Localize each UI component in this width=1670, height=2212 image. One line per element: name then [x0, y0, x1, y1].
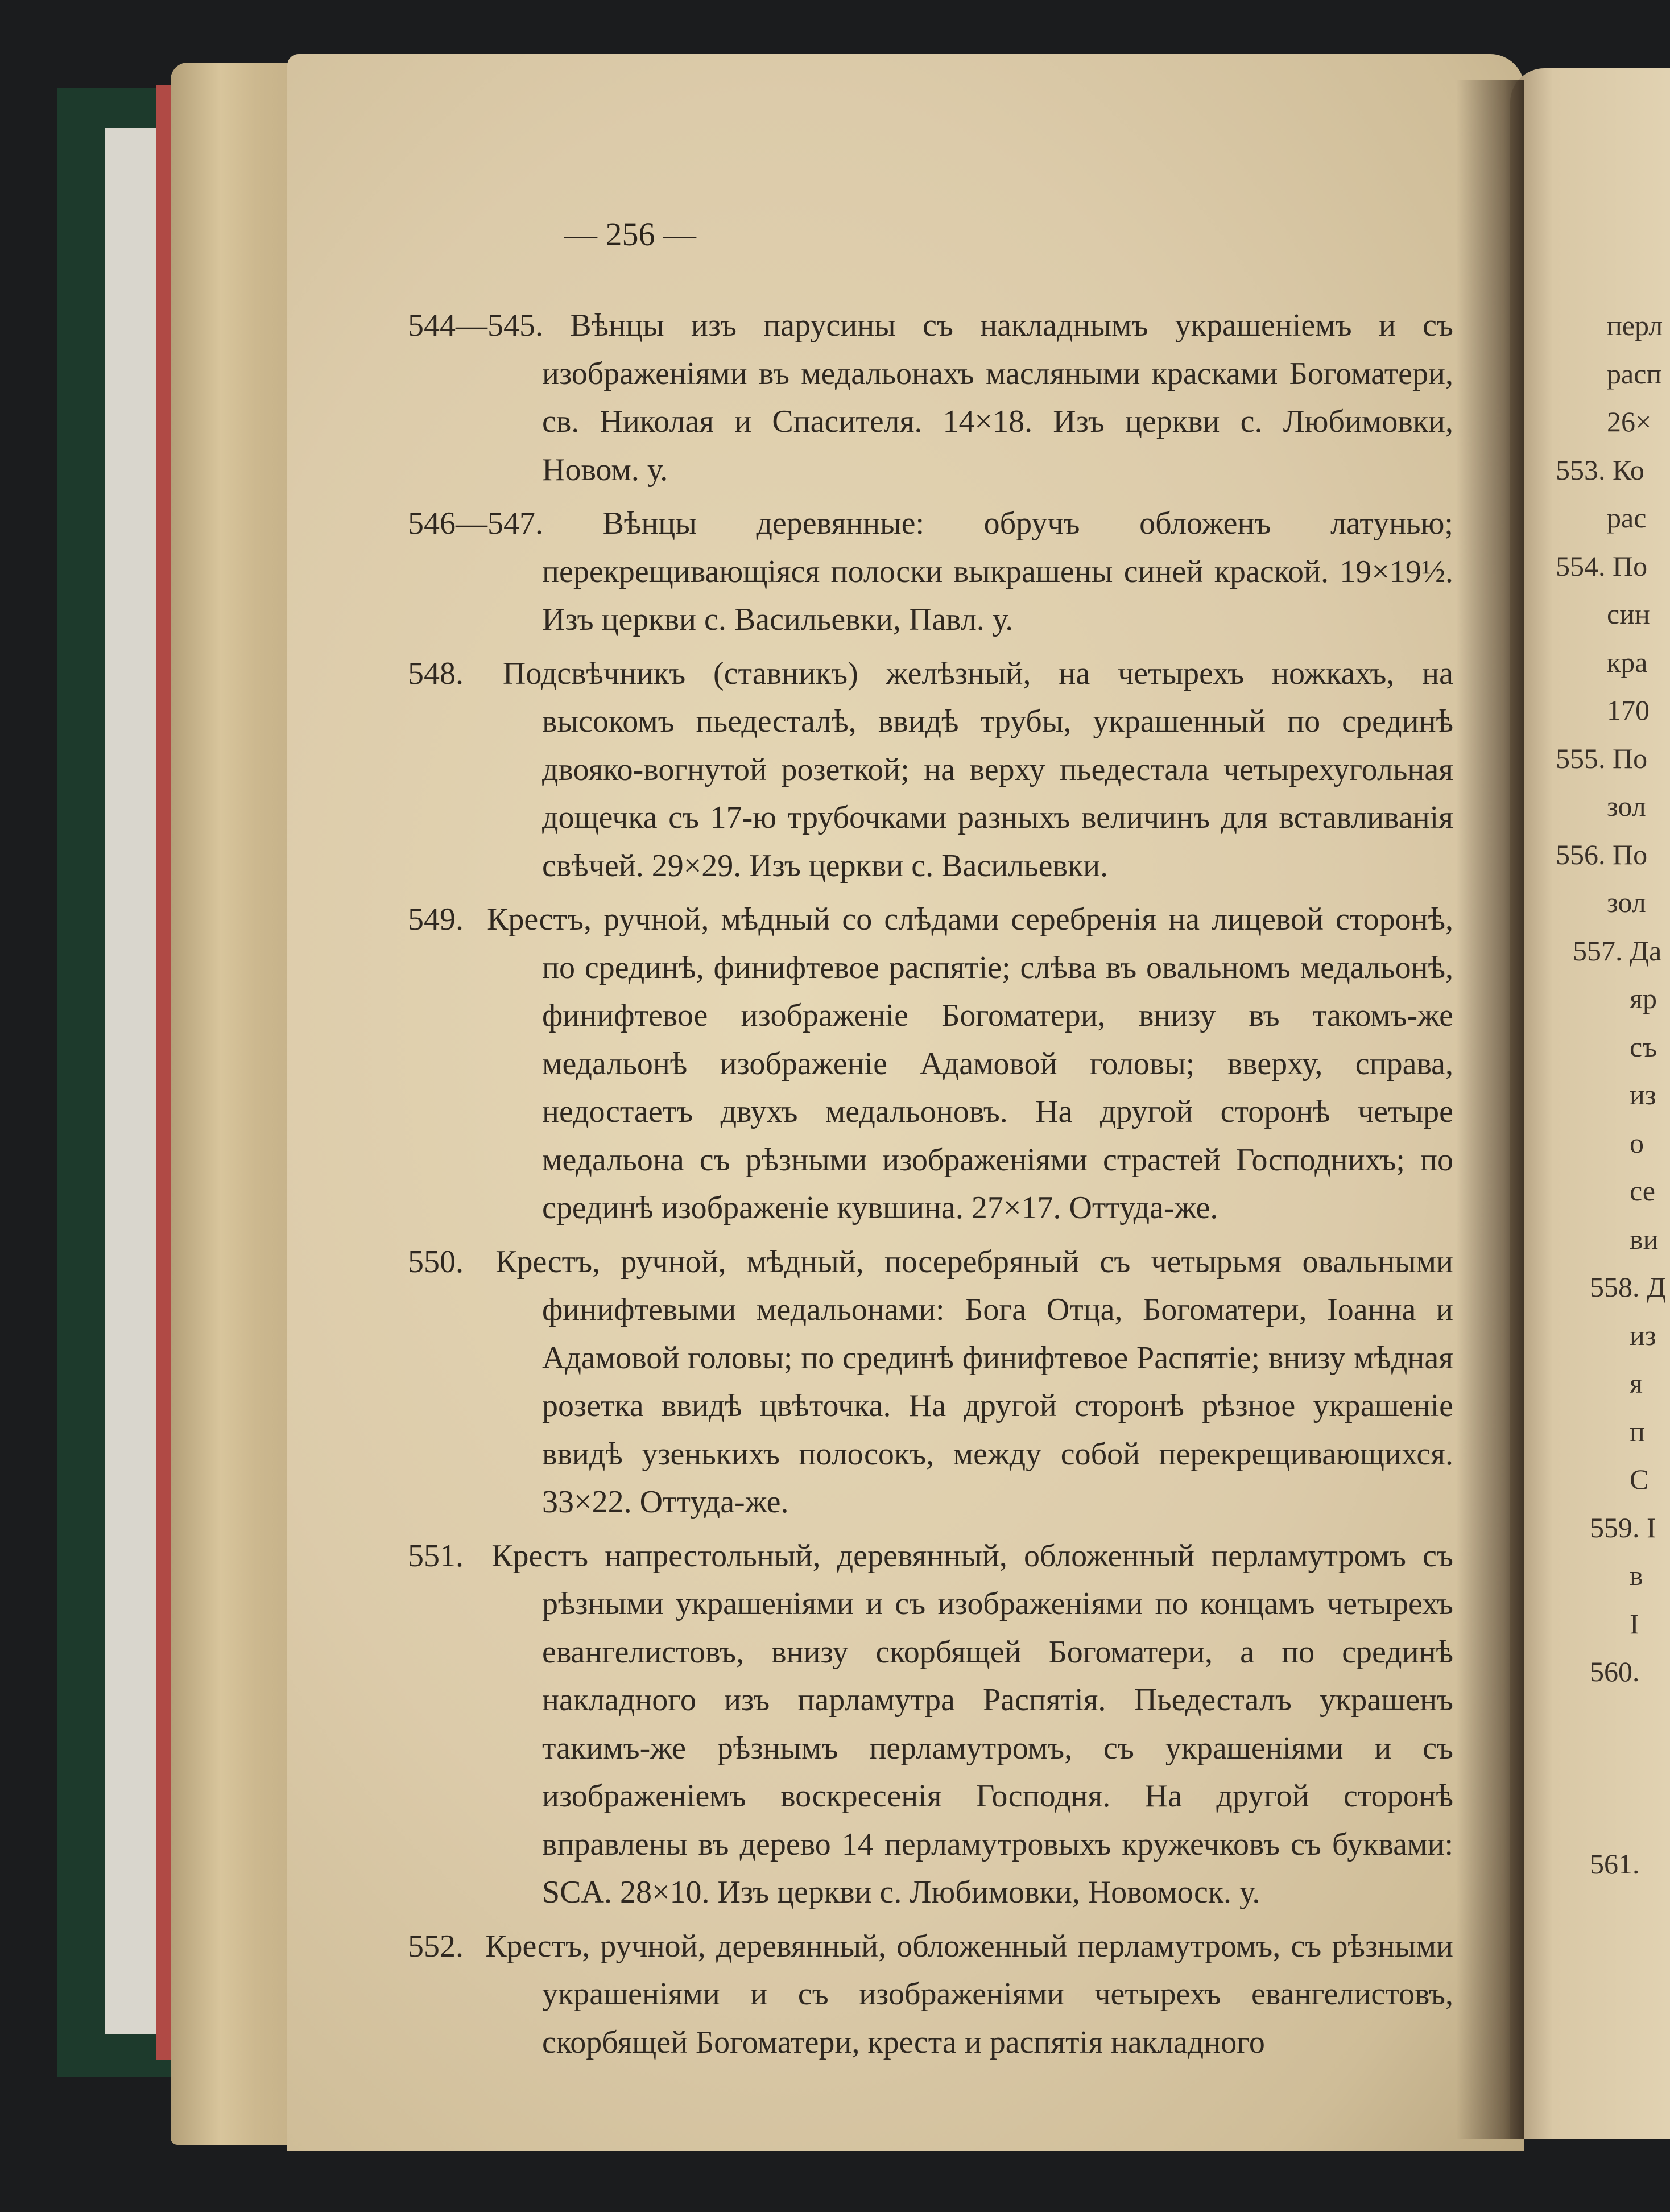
facing-line [1630, 1696, 1670, 1744]
entry-text: Крестъ, ручной, деревянный, обложенный перламутромъ, съ рѣзными украшеніями и съ изображеніями четырехъ евангелистовъ, скорбящей Богоматери, креста и распятія накладного [485, 1928, 1453, 2060]
facing-line: съ [1630, 1030, 1657, 1063]
catalog-text [408, 302, 1454, 2072]
facing-line: С [1630, 1463, 1649, 1495]
facing-line: п [1630, 1415, 1645, 1447]
facing-line: зол [1607, 886, 1646, 918]
entry-number: 544—545. [408, 308, 543, 343]
facing-line: рас [1607, 502, 1647, 534]
facing-line: I [1630, 1607, 1639, 1640]
facing-line: кра [1607, 646, 1648, 678]
facing-line: из [1630, 1079, 1656, 1111]
facing-line: 557. Да [1573, 934, 1662, 967]
facing-line: зол [1607, 790, 1646, 822]
facing-line: из [1630, 1319, 1656, 1351]
facing-line: в [1630, 1559, 1643, 1591]
entry-text: Крестъ, ручной, мѣдный, посеребряный съ четырьмя овальными финифтевыми медальонами: Бога Отца, Богоматери, Іоанна и Адамовой головы; по срединѣ финифтевое Распятіе; внизу мѣдная розетка ввидѣ цвѣточка. На другой сторонѣ рѣзное украшеніе ввидѣ узенькихъ полосокъ, между собой перекрещивающихся. 33×22. Оттуда-же. [495, 1244, 1454, 1520]
facing-line: 556. По [1556, 838, 1648, 870]
facing-line: 561. [1590, 1848, 1640, 1880]
facing-line: яр [1630, 983, 1657, 1014]
facing-line [1630, 1792, 1670, 1840]
facing-line: 559. I [1590, 1511, 1656, 1544]
entry-text: Вѣнцы изъ парусины съ накладнымъ украшеніемъ и съ изображеніями въ медальонахъ масляными красками Богоматери, св. Николая и Спасителя. 14×18. Изъ церкви с. Любимовки, Новом. у. [542, 308, 1453, 488]
catalog-entry [475, 1238, 1453, 1526]
facing-line: 560. [1590, 1656, 1640, 1687]
facing-line: 555. По [1556, 742, 1648, 774]
entry-number: 546—547. [408, 506, 543, 541]
facing-line: расп [1607, 357, 1662, 390]
facing-line [1630, 1744, 1670, 1792]
facing-line: се [1630, 1175, 1655, 1207]
catalog-entry [475, 650, 1453, 890]
facing-line: син [1607, 598, 1650, 630]
facing-line: 26× [1607, 406, 1652, 438]
facing-line: я [1630, 1367, 1643, 1399]
entry-text: Подсвѣчникъ (ставникъ) желѣзный, на четырехъ ножкахъ, на высокомъ пьедесталѣ, ввидѣ трубы, украшенный по срединѣ двояко-вогнутой розеткой; на верху пьедестала четырехугольная дощечка съ 17-ю трубочками разныхъ величинъ для вставливанія свѣчей. 29×29. Изъ церкви с. Васильевки. [502, 655, 1454, 884]
catalog-entry [475, 1922, 1453, 2067]
facing-page-text [1556, 302, 1670, 1888]
catalog-entry [475, 895, 1453, 1232]
facing-line: о [1630, 1126, 1644, 1159]
page-gutter-shadow [1456, 80, 1524, 2139]
catalog-entry [475, 1532, 1453, 1917]
facing-line: 170 [1607, 694, 1650, 726]
facing-line: 553. Ко [1556, 453, 1644, 486]
facing-line: ви [1630, 1223, 1659, 1255]
facing-line: перл [1607, 309, 1663, 341]
entry-text: Крестъ напрестольный, деревянный, обложенный перламутромъ съ рѣзными украшеніями и съ изображеніями по концамъ четырехъ евангелистовъ, внизу скорбящей Богоматери, а по срединѣ накладного изъ парламутра Распятія. Пьедесталъ украшенъ такимъ-же рѣзнымъ перламутромъ, съ украшеніями и съ изображеніемъ воскресенія Господня. На другой сторонѣ вправлены въ дерево 14 перламутровыхъ кружечковъ съ буквами: SCA. 28×10. Изъ церкви с. Любимовки, Новомоск. у. [491, 1538, 1453, 1910]
catalog-entry [408, 302, 1453, 494]
catalog-entry [408, 500, 1453, 644]
page-number: — 256 — [564, 216, 696, 253]
facing-line: 554. По [1556, 550, 1648, 582]
facing-line: 558. Д [1590, 1271, 1667, 1303]
entry-text: Крестъ, ручной, мѣдный со слѣдами серебренія на лицевой сторонѣ, по срединѣ, финифтевое распятіе; слѣва въ овальномъ медальонѣ, финифтевое изображеніе Богоматери, внизу въ такомъ-же медальонѣ изображеніе Адамовой головы; вверху, справа, недостаетъ двухъ медальоновъ. На другой сторонѣ четыре медальона съ рѣзными изображеніями страстей Господнихъ; по срединѣ изображеніе кувшина. 27×17. Оттуда-же. [487, 902, 1454, 1225]
entry-text: Вѣнцы деревянные: обручъ обложенъ латунью; перекрещивающіяся полоски выкрашены синей краской. 19×19½. Изъ церкви с. Васильевки, Павл. у. [542, 506, 1453, 637]
